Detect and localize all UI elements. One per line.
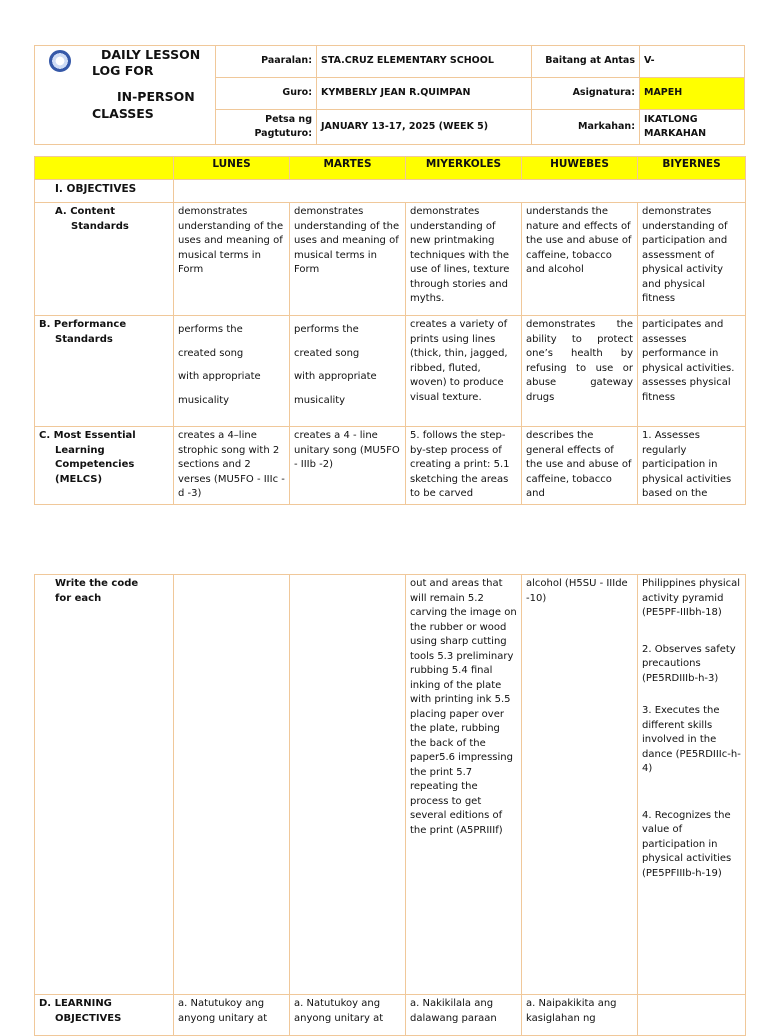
- melcs-martes: creates a 4 - line unitary song (MU5FO - IIIb -2): [290, 427, 406, 505]
- paaralan-value: STA.CRUZ ELEMENTARY SCHOOL: [317, 46, 532, 78]
- performance-standards-label: [35, 316, 174, 427]
- baitang-label: Baitang at Antas: [532, 46, 640, 78]
- asignatura-label: Asignatura:: [532, 78, 640, 110]
- day-lunes: LUNES: [174, 157, 290, 180]
- melcs-lunes: creates a 4–line strophic song with 2 sections and 2 verses (MU5FO - IIIc - d -3): [174, 427, 290, 505]
- melcs-continued-huwebes: alcohol (H5SU - IIIde -10): [522, 575, 638, 995]
- melcs-continued-martes: [290, 575, 406, 995]
- day-header-row: [35, 157, 746, 180]
- melcs-row: [35, 427, 746, 505]
- performance-standards-lunes: [174, 316, 290, 427]
- guro-value: KYMBERLY JEAN R.QUIMPAN: [317, 78, 532, 110]
- learning-objectives-label: [35, 995, 174, 1036]
- title-line-3: IN-PERSON: [117, 89, 195, 104]
- perf-lunes-line-3: with appropriate: [178, 371, 261, 382]
- perf-lunes-line-4: musicality: [178, 394, 230, 406]
- content-standards-row: [35, 203, 746, 316]
- performance-standards-label-a: B. Performance: [39, 319, 127, 330]
- content-standards-label: [35, 203, 174, 316]
- day-header-blank: [35, 157, 174, 180]
- melcs-biyernes-item-4: 4. Recognizes the value of participation in physical activities (PE5PFIIIb-h-19): [642, 809, 732, 879]
- melcs-continued-miyerkoles: out and areas that will remain 5.2 carving the image on the rubber or wood using sharp cutting tools 5.3 preliminary rubbing 5.4 final inking of the plate with printing ink 5.5 placing paper over the plate, rubbing the back of the paper5.6 impressing the print 5.7 repeating the process to get several editions of the print (A5PRIIIf): [406, 575, 522, 995]
- learning-objectives-huwebes: a. Naipakikita ang kasiglahan ng: [522, 995, 638, 1036]
- learning-objectives-row: [35, 995, 746, 1036]
- performance-standards-row: [35, 316, 746, 427]
- markahan-value: IKATLONG MARKAHAN: [640, 110, 745, 145]
- learning-objectives-miyerkoles: a. Nakikilala ang dalawang paraan: [406, 995, 522, 1036]
- content-standards-label-a: A. Content: [55, 206, 115, 217]
- content-standards-martes: demonstrates understanding of the uses and meaning of musical terms in Form: [290, 203, 406, 316]
- lesson-table-page-1: [34, 156, 746, 505]
- learning-objectives-martes: a. Natutukoy ang anyong unitary at: [290, 995, 406, 1036]
- lesson-table-page-2: [34, 574, 746, 1036]
- objectives-row: [35, 180, 746, 203]
- melcs-code-label-b: for each: [55, 592, 102, 604]
- melcs-biyernes-item-1: Philippines physical activity pyramid (PE5PF-IIIbh-18): [642, 578, 741, 618]
- paaralan-label: Paaralan:: [216, 46, 317, 78]
- deped-seal-icon: [49, 50, 71, 72]
- perf-lunes-line-2: created song: [178, 347, 244, 359]
- learning-objectives-label-a: D. LEARNING: [39, 998, 112, 1009]
- title-line-2: LOG FOR: [92, 63, 154, 78]
- perf-lunes-line-1: performs the: [178, 324, 243, 335]
- learning-objectives-biyernes: [638, 995, 746, 1036]
- header-table: [34, 45, 745, 145]
- melcs-continued-row: [35, 575, 746, 995]
- objectives-heading: I. OBJECTIVES: [35, 180, 174, 203]
- performance-standards-miyerkoles: creates a variety of prints using lines (thick, thin, jagged, ribbed, fluted, woven) to produce visual texture.: [406, 316, 522, 427]
- melcs-code-label-a: Write the code: [55, 578, 139, 589]
- melcs-label-a: C. Most Essential: [39, 430, 136, 441]
- petsa-label: Petsa ng Pagtuturo:: [216, 110, 317, 145]
- melcs-huwebes: describes the general effects of the use and abuse of caffeine, tobacco and: [522, 427, 638, 505]
- melcs-label: [35, 427, 174, 505]
- melcs-label-b: Learning: [55, 444, 105, 456]
- melcs-biyernes-item-2: 2. Observes safety precautions (PE5RDIIIb-h-3): [642, 643, 736, 684]
- day-huwebes: HUWEBES: [522, 157, 638, 180]
- guro-label: Guro:: [216, 78, 317, 110]
- baitang-value: V-: [640, 46, 745, 78]
- perf-martes-line-3: with appropriate: [294, 371, 377, 382]
- performance-standards-biyernes: participates and assesses performance in physical activities. assesses physical fitness: [638, 316, 746, 427]
- asignatura-value: MAPEH: [640, 78, 745, 110]
- title-line-4: CLASSES: [92, 106, 154, 121]
- performance-standards-martes: [290, 316, 406, 427]
- melcs-label-c: Competencies: [55, 459, 135, 470]
- content-standards-label-b: Standards: [71, 220, 129, 232]
- learning-objectives-label-b: OBJECTIVES: [55, 1012, 122, 1024]
- melcs-code-label: [35, 575, 174, 995]
- melcs-miyerkoles: 5. follows the step-by-step process of creating a print: 5.1 sketching the areas to be carved: [406, 427, 522, 505]
- learning-objectives-lunes: a. Natutukoy ang anyong unitary at: [174, 995, 290, 1036]
- title-line-1: DAILY LESSON: [101, 47, 201, 62]
- perf-martes-line-2: created song: [294, 347, 360, 359]
- performance-standards-huwebes: demonstrates the ability to protect one’s health by refusing to use or abuse gateway drugs: [522, 316, 638, 427]
- performance-standards-label-b: Standards: [55, 333, 113, 345]
- content-standards-lunes: demonstrates understanding of the uses and meaning of musical terms in Form: [174, 203, 290, 316]
- perf-martes-line-4: musicality: [294, 394, 346, 406]
- day-miyerkoles: MIYERKOLES: [406, 157, 522, 180]
- content-standards-miyerkoles: demonstrates understanding of new printmaking techniques with the use of lines, texture through stories and myths.: [406, 203, 522, 316]
- melcs-biyernes: 1. Assesses regularly participation in physical activities based on the: [638, 427, 746, 505]
- melcs-continued-biyernes: [638, 575, 746, 995]
- day-martes: MARTES: [290, 157, 406, 180]
- petsa-value: JANUARY 13-17, 2025 (WEEK 5): [317, 110, 532, 145]
- content-standards-biyernes: demonstrates understanding of participation and assessment of physical activity and physical fitness: [638, 203, 746, 316]
- melcs-continued-lunes: [174, 575, 290, 995]
- content-standards-huwebes: understands the nature and effects of the use and abuse of caffeine, tobacco and alcohol: [522, 203, 638, 316]
- melcs-label-d: (MELCS): [55, 473, 103, 485]
- perf-martes-line-1: performs the: [294, 324, 359, 335]
- day-biyernes: BIYERNES: [638, 157, 746, 180]
- melcs-biyernes-item-3: 3. Executes the different skills involved in the dance (PE5RDIIIc-h-4): [642, 705, 741, 774]
- title-cell: [35, 46, 216, 145]
- markahan-label: Markahan:: [532, 110, 640, 145]
- objectives-blank: [174, 180, 746, 203]
